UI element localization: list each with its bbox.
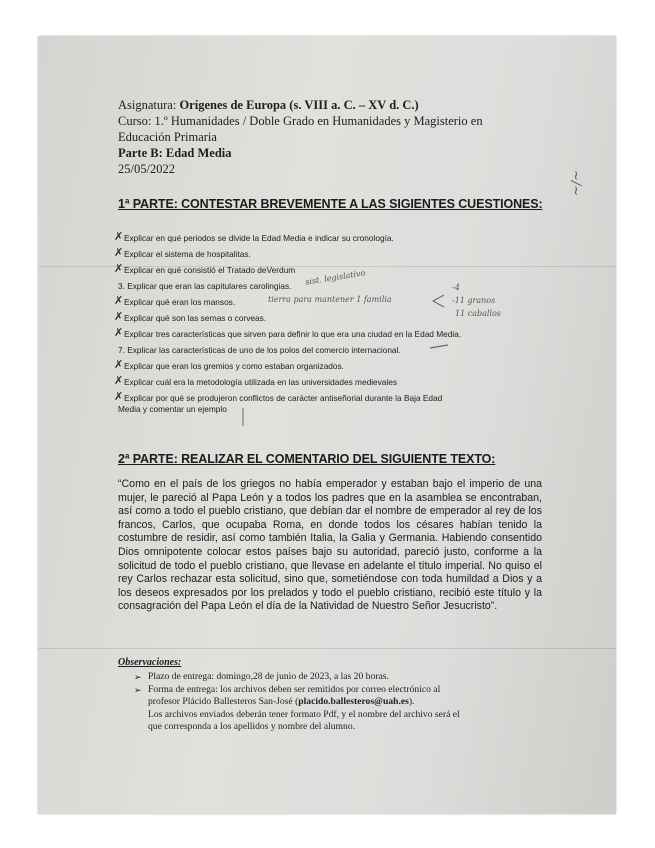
arrow-bullet-icon: ➢	[134, 672, 142, 682]
question-text: Explicar por qué se produjeron conflictos de carácter antiseñorial durante la Baja Edad	[124, 393, 443, 403]
question-text: Explicar qué son las sernas o corveas.	[124, 313, 267, 323]
handwritten-note: sist. legislativo	[304, 268, 366, 287]
course-line-1: Curso: 1.º Humanidades / Doble Grado en Humanidades y Magisterio en	[118, 114, 483, 128]
handwritten-note: -11 granos	[452, 296, 496, 305]
question-text: 3. Explicar que eran las capitulares carolingias.	[118, 281, 292, 291]
cross-mark: ✗	[114, 262, 124, 275]
cross-mark: ✗	[114, 390, 124, 403]
observation-2-line-3: Los archivos enviados deberán tener formato Pdf, y el nombre del archivo será el	[148, 709, 460, 720]
question-text: Explicar en qué periodos se divide la Edad Media e indicar su cronología.	[124, 233, 394, 243]
question-text: 7. Explicar las características de uno de los polos del comercio internacional.	[118, 345, 401, 355]
subject-value: Orígenes de Europa (s. VIII a. C. – XV d. C.)	[179, 98, 419, 112]
handwritten-note: 11 caballos	[455, 309, 501, 318]
part-heading: Parte B: Edad Media	[118, 146, 232, 160]
observation-2-line-2	[148, 696, 414, 708]
observation-text: profesor Plácido Ballesteros San-José (	[148, 696, 299, 707]
observation-text: ).	[408, 696, 415, 707]
pencil-arrow	[433, 295, 444, 307]
observation-2-line-4: que corresponda a los apellidos y nombre del alumno.	[148, 721, 356, 732]
subject-label: Asignatura:	[118, 98, 177, 112]
observation-1	[134, 671, 389, 683]
question-text: Explicar el sistema de hospitalitas.	[124, 249, 251, 259]
exam-date: 25/05/2022	[118, 162, 175, 176]
professor-email: placido.ballesteros@uah.es	[298, 696, 409, 707]
question-11-continuation: Media y comentar un ejemplo	[118, 404, 227, 414]
cross-mark: ✗	[114, 246, 124, 259]
handwritten-note: tierra para mantener 1 familia	[268, 295, 392, 304]
part2-title: 2ª PARTE: REALIZAR EL COMENTARIO DEL SIGUIENTE TEXTO:	[118, 452, 496, 466]
cross-mark: ✗	[114, 294, 124, 307]
cross-mark: ✗	[114, 326, 124, 339]
observation-2	[134, 684, 441, 696]
handwritten-note: -4	[452, 283, 460, 292]
question-text: Explicar tres características que sirven para definir lo que era una ciudad en la Edad Media.	[124, 329, 462, 339]
question-text: Explicar cuál era la metodología utilizada en las universidades medievales	[124, 377, 398, 387]
cross-mark: ✗	[114, 358, 124, 371]
question-text: Explicar que eran los gremios y como estaban organizados.	[124, 361, 344, 371]
course-line-2: Educación Primaria	[118, 130, 217, 144]
observation-text: Forma de entrega: los archivos deben ser remitidos por correo electrónico al	[148, 684, 441, 695]
observation-text: Plazo de entrega: domingo,28 de junio de 2023, a las 20 horas.	[148, 671, 389, 682]
commentary-text: “Como en el país de los griegos no había emperador y estaban bajo el imperio de una mujer, le pareció al Papa León y a todos los padres que en la asamblea se encontraban, así como a todo el pueblo cristiano, que debían dar el nombre de emperador al rey de los francos, Carlos, que ocupaba Roma, en donde todos los césares habían tenido la costumbre de residir, así como también Italia, la Galia y Germania. Habiendo consentido Dios omnipotente colocar estos países bajo su autoridad, pareció justo, conforme a la solicitud de todo el pueblo cristiano, que llevase en adelante el título imperial. No quiso el rey Carlos rechazar esta solicitud, sino que, sometiéndose con toda humildad a Dios y a los deseos expresados por los prelados y todo el pueblo cristiano, recibió este título y la consagración del Papa León el día de la Natividad de Nuestro Señor Jesucristo”.	[118, 478, 542, 613]
pencil-stroke	[430, 345, 448, 348]
part1-title: 1ª PARTE: CONTESTAR BREVEMENTE A LAS SIGIENTES CUESTIONES:	[118, 197, 543, 211]
arrow-bullet-icon: ➢	[134, 685, 142, 695]
cross-mark: ✗	[114, 374, 124, 387]
observations-title: Observaciones:	[118, 657, 182, 668]
question-text: Explicar qué eran los mansos.	[124, 297, 236, 307]
cross-mark: ✗	[114, 230, 124, 243]
margin-mark: ~/~	[568, 170, 583, 197]
question-text: Explicar en qué consistió el Tratado deVerdum	[124, 265, 296, 275]
cross-mark: ✗	[114, 310, 124, 323]
